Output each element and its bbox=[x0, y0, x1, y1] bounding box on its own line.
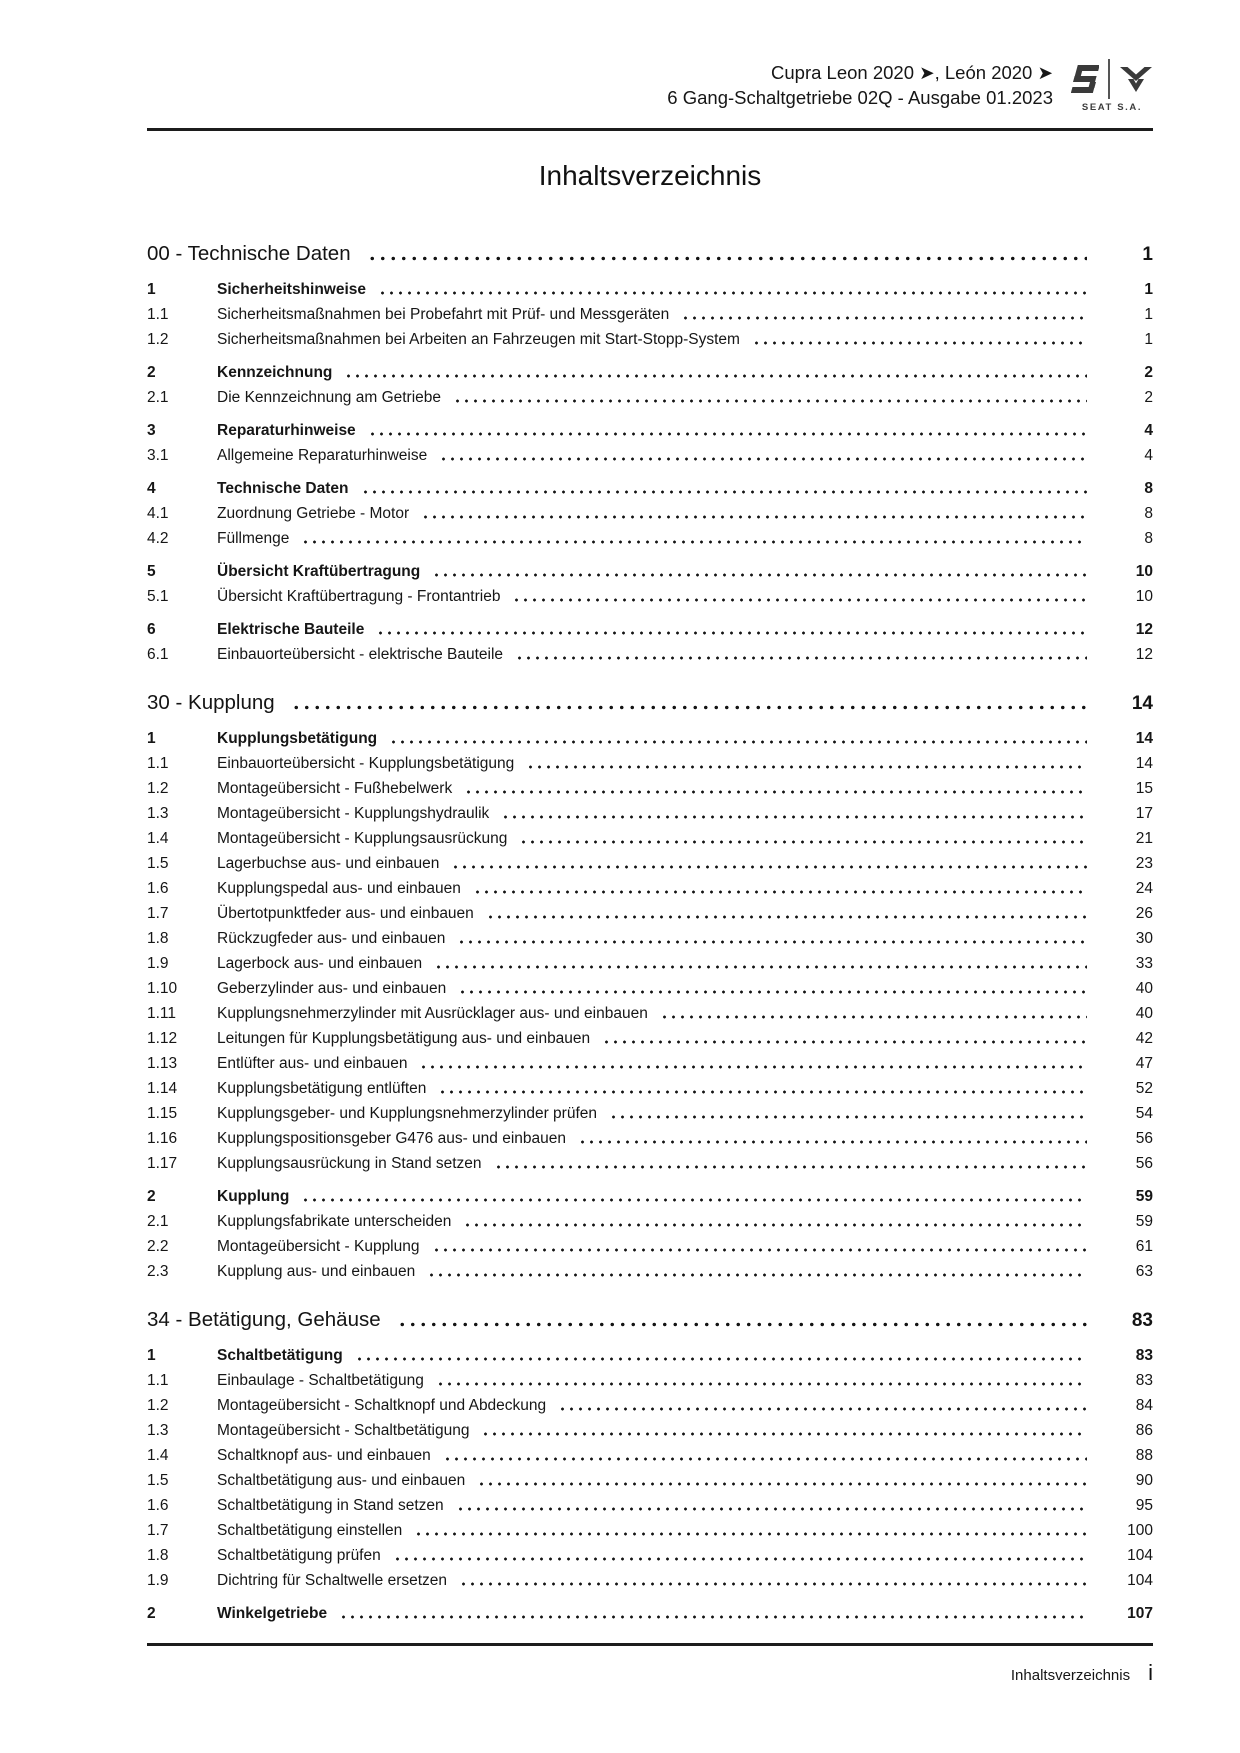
dot-leader bbox=[458, 990, 1087, 994]
entry-number: 1.4 bbox=[147, 830, 169, 847]
dot-leader bbox=[432, 573, 1087, 577]
toc-entry-row bbox=[147, 751, 1153, 776]
entry-title: Die Kennzeichnung am Getriebe bbox=[217, 389, 442, 406]
entry-number: 1.15 bbox=[147, 1105, 178, 1122]
entry-page-number: 2 bbox=[1144, 364, 1153, 381]
entry-page-number: 42 bbox=[1135, 1030, 1153, 1047]
entry-title: Schaltbetätigung aus- und einbauen bbox=[217, 1472, 466, 1489]
entry-page-number: 83 bbox=[1135, 1347, 1153, 1364]
entry-number: 1.2 bbox=[147, 780, 169, 797]
entry-number: 2 bbox=[147, 1605, 156, 1622]
entry-title: Technische Daten bbox=[217, 480, 349, 497]
entry-title: Kupplungsbetätigung bbox=[217, 730, 378, 747]
toc-entry-row bbox=[147, 851, 1153, 876]
chapter-page-number: 1 bbox=[1142, 244, 1153, 265]
toc-entry-row bbox=[147, 360, 1153, 385]
dot-leader bbox=[501, 815, 1087, 819]
dot-leader bbox=[361, 490, 1087, 494]
header-model-line: Cupra Leon 2020 ➤, León 2020 ➤ bbox=[771, 62, 1053, 83]
entry-number: 2.2 bbox=[147, 1238, 169, 1255]
entry-page-number: 2 bbox=[1144, 389, 1153, 406]
dot-leader bbox=[355, 1357, 1087, 1361]
entry-title: Übersicht Kraftübertragung - Frontantrieb bbox=[217, 588, 501, 605]
entry-number: 1.14 bbox=[147, 1080, 178, 1097]
table-of-contents bbox=[147, 240, 1153, 1626]
entry-title: Kupplung bbox=[217, 1188, 290, 1205]
entry-page-number: 52 bbox=[1135, 1080, 1153, 1097]
toc-entry-row bbox=[147, 926, 1153, 951]
entry-number: 1 bbox=[147, 1347, 156, 1364]
entry-page-number: 95 bbox=[1135, 1497, 1153, 1514]
toc-entry-row bbox=[147, 327, 1153, 352]
entry-title: Lagerbock aus- und einbauen bbox=[217, 955, 423, 972]
entry-number: 1.16 bbox=[147, 1130, 178, 1147]
entry-title: Kupplungspositionsgeber G476 aus- und einbauen bbox=[217, 1130, 567, 1147]
entry-number: 2 bbox=[147, 1188, 156, 1205]
entry-title: Rückzugfeder aus- und einbauen bbox=[217, 930, 446, 947]
entry-page-number: 84 bbox=[1135, 1397, 1153, 1414]
dot-leader bbox=[368, 432, 1087, 436]
page-footer bbox=[147, 1643, 1153, 1686]
toc-entry-row bbox=[147, 1393, 1153, 1418]
entry-title: Montageübersicht - Fußhebelwerk bbox=[217, 780, 453, 797]
entry-page-number: 86 bbox=[1135, 1422, 1153, 1439]
dot-leader bbox=[451, 865, 1087, 869]
entry-number: 1.5 bbox=[147, 1472, 169, 1489]
entry-number: 1.9 bbox=[147, 1572, 169, 1589]
toc-entry-row bbox=[147, 526, 1153, 551]
toc-entry-row bbox=[147, 501, 1153, 526]
page-title: Inhaltsverzeichnis bbox=[538, 160, 762, 191]
toc-entry-row bbox=[147, 1468, 1153, 1493]
entry-title: Füllmenge bbox=[217, 530, 290, 547]
dot-leader bbox=[438, 1090, 1087, 1094]
entry-number: 6 bbox=[147, 621, 156, 638]
toc-entry-row bbox=[147, 951, 1153, 976]
chapter-label: 34 - Betätigung, Gehäuse bbox=[147, 1308, 381, 1331]
entry-title: Kupplungsausrückung in Stand setzen bbox=[217, 1155, 482, 1172]
dot-leader bbox=[339, 1615, 1087, 1619]
entry-number: 1 bbox=[147, 730, 156, 747]
logo-divider bbox=[1108, 59, 1110, 99]
entry-page-number: 83 bbox=[1135, 1372, 1153, 1389]
dot-leader bbox=[681, 316, 1087, 320]
dot-leader bbox=[427, 1273, 1087, 1277]
entry-title: Kennzeichnung bbox=[217, 364, 333, 381]
dot-leader bbox=[419, 1065, 1087, 1069]
entry-title: Dichtring für Schaltwelle ersetzen bbox=[217, 1572, 448, 1589]
entry-page-number: 63 bbox=[1135, 1263, 1153, 1280]
toc-entry-row bbox=[147, 826, 1153, 851]
entry-page-number: 40 bbox=[1135, 1005, 1153, 1022]
entry-number: 1.7 bbox=[147, 905, 169, 922]
entry-title: Übersicht Kraftübertragung bbox=[217, 563, 421, 580]
dot-leader bbox=[393, 1557, 1087, 1561]
toc-chapter-row bbox=[147, 1306, 1153, 1335]
dot-leader bbox=[436, 1382, 1087, 1386]
dot-leader bbox=[453, 399, 1087, 403]
dot-leader bbox=[291, 705, 1087, 710]
dot-leader bbox=[481, 1432, 1087, 1436]
toc-entry-row bbox=[147, 901, 1153, 926]
entry-number: 1.6 bbox=[147, 1497, 169, 1514]
entry-title: Sicherheitshinweise bbox=[217, 281, 367, 298]
entry-title: Geberzylinder aus- und einbauen bbox=[217, 980, 447, 997]
chapter-page-number: 83 bbox=[1131, 1310, 1153, 1331]
entry-title: Kupplungspedal aus- und einbauen bbox=[217, 880, 461, 897]
dot-leader bbox=[397, 1322, 1087, 1327]
entry-page-number: 24 bbox=[1135, 880, 1153, 897]
dot-leader bbox=[301, 1198, 1087, 1202]
toc-entry-row bbox=[147, 385, 1153, 410]
entry-title: Kupplungsgeber- und Kupplungsnehmerzylinder prüfen bbox=[217, 1105, 598, 1122]
entry-page-number: 61 bbox=[1135, 1238, 1153, 1255]
toc-entry-row bbox=[147, 1568, 1153, 1593]
footer-label: Inhaltsverzeichnis bbox=[1010, 1667, 1131, 1684]
toc-entry-row bbox=[147, 642, 1153, 667]
entry-page-number: 4 bbox=[1144, 422, 1153, 439]
dot-leader bbox=[464, 790, 1087, 794]
entry-title: Montageübersicht - Schaltknopf und Abdeckung bbox=[217, 1397, 547, 1414]
chapter-page-number: 14 bbox=[1131, 693, 1153, 714]
entry-number: 1.7 bbox=[147, 1522, 169, 1539]
toc-entry-row bbox=[147, 801, 1153, 826]
dot-leader bbox=[376, 631, 1087, 635]
entry-number: 4.1 bbox=[147, 505, 169, 522]
toc-entry-row bbox=[147, 1259, 1153, 1284]
entry-page-number: 17 bbox=[1135, 805, 1153, 822]
dot-leader bbox=[457, 940, 1087, 944]
toc-entry-row bbox=[147, 876, 1153, 901]
entry-page-number: 23 bbox=[1135, 855, 1153, 872]
toc-entry-row bbox=[147, 726, 1153, 751]
entry-title: Sicherheitsmaßnahmen bei Probefahrt mit Prüf- und Messgeräten bbox=[217, 306, 670, 323]
entry-number: 1.3 bbox=[147, 1422, 169, 1439]
toc-entry-row bbox=[147, 1518, 1153, 1543]
entry-page-number: 10 bbox=[1135, 563, 1153, 580]
dot-leader bbox=[367, 256, 1087, 261]
brand-block bbox=[1071, 60, 1153, 113]
entry-number: 4 bbox=[147, 480, 156, 497]
entry-page-number: 14 bbox=[1135, 755, 1153, 772]
entry-number: 1.3 bbox=[147, 805, 169, 822]
entry-page-number: 88 bbox=[1135, 1447, 1153, 1464]
entry-title: Kupplungsbetätigung entlüften bbox=[217, 1080, 427, 1097]
dot-leader bbox=[578, 1140, 1087, 1144]
entry-page-number: 12 bbox=[1135, 621, 1153, 638]
entry-number: 1.8 bbox=[147, 930, 169, 947]
entry-title: Kupplungsfabrikate unterscheiden bbox=[217, 1213, 452, 1230]
entry-title: Winkelgetriebe bbox=[217, 1605, 328, 1622]
entry-title: Kupplung aus- und einbauen bbox=[217, 1263, 416, 1280]
entry-number: 5 bbox=[147, 563, 156, 580]
toc-entry-row bbox=[147, 277, 1153, 302]
dot-leader bbox=[515, 656, 1087, 660]
chapter-label: 30 - Kupplung bbox=[147, 691, 275, 714]
entry-title: Montageübersicht - Kupplungshydraulik bbox=[217, 805, 490, 822]
entry-title: Reparaturhinweise bbox=[217, 422, 356, 439]
entry-page-number: 59 bbox=[1135, 1213, 1153, 1230]
toc-entry-row bbox=[147, 1101, 1153, 1126]
entry-page-number: 8 bbox=[1144, 480, 1153, 497]
entry-page-number: 8 bbox=[1144, 505, 1153, 522]
dot-leader bbox=[414, 1532, 1087, 1536]
entry-title: Lagerbuchse aus- und einbauen bbox=[217, 855, 440, 872]
toc-chapter-row bbox=[147, 689, 1153, 718]
toc-entry-row bbox=[147, 1443, 1153, 1468]
dot-leader bbox=[602, 1040, 1087, 1044]
toc-entry-row bbox=[147, 559, 1153, 584]
dot-leader bbox=[443, 1457, 1087, 1461]
entry-title: Elektrische Bauteile bbox=[217, 621, 365, 638]
dot-leader bbox=[421, 515, 1087, 519]
entry-number: 1.1 bbox=[147, 755, 169, 772]
entry-title: Einbaulage - Schaltbetätigung bbox=[217, 1372, 424, 1389]
toc-entry-row bbox=[147, 1126, 1153, 1151]
entry-number: 1.13 bbox=[147, 1055, 178, 1072]
entry-number: 1.6 bbox=[147, 880, 169, 897]
entry-page-number: 104 bbox=[1127, 1572, 1153, 1589]
entry-number: 3.1 bbox=[147, 447, 169, 464]
dot-leader bbox=[459, 1582, 1087, 1586]
toc-entry-row bbox=[147, 418, 1153, 443]
dot-leader bbox=[434, 965, 1087, 969]
entry-page-number: 26 bbox=[1135, 905, 1153, 922]
entry-title: Montageübersicht - Kupplung bbox=[217, 1238, 420, 1255]
toc-entry-row bbox=[147, 1184, 1153, 1209]
dot-leader bbox=[456, 1507, 1087, 1511]
entry-title: Montageübersicht - Schaltbetätigung bbox=[217, 1422, 470, 1439]
toc-entry-row bbox=[147, 617, 1153, 642]
toc-entry-row bbox=[147, 1001, 1153, 1026]
header-rule bbox=[147, 128, 1153, 131]
dot-leader bbox=[463, 1223, 1087, 1227]
header-text bbox=[667, 60, 1053, 110]
toc-entry-row bbox=[147, 1368, 1153, 1393]
entry-title: Zuordnung Getriebe - Motor bbox=[217, 505, 410, 522]
seat-logo-icon bbox=[1071, 63, 1099, 95]
entry-number: 3 bbox=[147, 422, 156, 439]
entry-title: Schaltbetätigung in Stand setzen bbox=[217, 1497, 444, 1514]
entry-page-number: 15 bbox=[1135, 780, 1153, 797]
toc-entry-row bbox=[147, 1493, 1153, 1518]
entry-number: 1.8 bbox=[147, 1547, 169, 1564]
entry-number: 1.10 bbox=[147, 980, 178, 997]
toc-entry-row bbox=[147, 1601, 1153, 1626]
entry-number: 1.12 bbox=[147, 1030, 178, 1047]
dot-leader bbox=[486, 915, 1087, 919]
entry-page-number: 100 bbox=[1127, 1522, 1153, 1539]
entry-page-number: 47 bbox=[1135, 1055, 1153, 1072]
toc-entry-row bbox=[147, 1543, 1153, 1568]
entry-title: Einbauorteübersicht - Kupplungsbetätigung bbox=[217, 755, 515, 772]
entry-page-number: 21 bbox=[1135, 830, 1153, 847]
entry-number: 1.1 bbox=[147, 306, 169, 323]
entry-page-number: 30 bbox=[1135, 930, 1153, 947]
entry-number: 5.1 bbox=[147, 588, 169, 605]
dot-leader bbox=[609, 1115, 1087, 1119]
entry-title: Entlüfter aus- und einbauen bbox=[217, 1055, 408, 1072]
entry-number: 2.3 bbox=[147, 1263, 169, 1280]
entry-page-number: 1 bbox=[1144, 306, 1153, 323]
toc-entry-row bbox=[147, 443, 1153, 468]
dot-leader bbox=[432, 1248, 1088, 1252]
entry-number: 1.2 bbox=[147, 331, 169, 348]
toc-entry-row bbox=[147, 1051, 1153, 1076]
entry-title: Schaltbetätigung prüfen bbox=[217, 1547, 381, 1564]
entry-page-number: 4 bbox=[1144, 447, 1153, 464]
entry-page-number: 54 bbox=[1135, 1105, 1153, 1122]
page-header bbox=[147, 60, 1153, 113]
entry-page-number: 8 bbox=[1144, 530, 1153, 547]
entry-number: 1.11 bbox=[147, 1005, 177, 1022]
toc-entry-row bbox=[147, 1209, 1153, 1234]
toc-entry-row bbox=[147, 476, 1153, 501]
toc-entry-row bbox=[147, 1026, 1153, 1051]
entry-title: Schaltbetätigung einstellen bbox=[217, 1522, 403, 1539]
chapter-label: 00 - Technische Daten bbox=[147, 242, 351, 265]
toc-entry-row bbox=[147, 976, 1153, 1001]
entry-page-number: 14 bbox=[1135, 730, 1153, 747]
entry-page-number: 59 bbox=[1135, 1188, 1153, 1205]
header-edition-line: 6 Gang-Schaltgetriebe 02Q - Ausgabe 01.2023 bbox=[667, 87, 1053, 108]
dot-leader bbox=[389, 740, 1087, 744]
entry-title: Kupplungsnehmerzylinder mit Ausrücklager aus- und einbauen bbox=[217, 1005, 648, 1022]
entry-title: Übertotpunktfeder aus- und einbauen bbox=[217, 905, 474, 922]
entry-page-number: 56 bbox=[1135, 1130, 1153, 1147]
entry-number: 6.1 bbox=[147, 646, 169, 663]
toc-entry-row bbox=[147, 302, 1153, 327]
toc-entry-row bbox=[147, 1076, 1153, 1101]
dot-leader bbox=[519, 840, 1087, 844]
entry-page-number: 1 bbox=[1144, 331, 1153, 348]
entry-title: Schaltknopf aus- und einbauen bbox=[217, 1447, 431, 1464]
entry-number: 2.1 bbox=[147, 389, 169, 406]
dot-leader bbox=[473, 890, 1087, 894]
entry-number: 1.1 bbox=[147, 1372, 169, 1389]
entry-number: 2 bbox=[147, 364, 156, 381]
entry-number: 1.9 bbox=[147, 955, 169, 972]
cupra-logo-icon bbox=[1119, 63, 1153, 95]
entry-title: Allgemeine Reparaturhinweise bbox=[217, 447, 428, 464]
dot-leader bbox=[494, 1165, 1087, 1169]
dot-leader bbox=[660, 1015, 1087, 1019]
toc-entry-row bbox=[147, 584, 1153, 609]
toc-entry-row bbox=[147, 1418, 1153, 1443]
entry-title: Leitungen für Kupplungsbetätigung aus- und einbauen bbox=[217, 1030, 591, 1047]
entry-page-number: 12 bbox=[1135, 646, 1153, 663]
entry-number: 1.2 bbox=[147, 1397, 169, 1414]
entry-title: Sicherheitsmaßnahmen bei Arbeiten an Fahrzeugen mit Start-Stopp-System bbox=[217, 331, 740, 348]
entry-number: 2.1 bbox=[147, 1213, 169, 1230]
toc-entry-row bbox=[147, 1343, 1153, 1368]
entry-title: Schaltbetätigung bbox=[217, 1347, 343, 1364]
footer-page-number: i bbox=[1148, 1660, 1153, 1685]
dot-leader bbox=[512, 598, 1087, 602]
brand-name: SEAT S.A. bbox=[1081, 102, 1143, 113]
toc-entry-row bbox=[147, 1151, 1153, 1176]
dot-leader bbox=[558, 1407, 1087, 1411]
toc-entry-row bbox=[147, 1234, 1153, 1259]
dot-leader bbox=[752, 341, 1087, 345]
entry-page-number: 40 bbox=[1135, 980, 1153, 997]
entry-page-number: 10 bbox=[1135, 588, 1153, 605]
dot-leader bbox=[344, 374, 1087, 378]
entry-number: 1.5 bbox=[147, 855, 169, 872]
entry-page-number: 33 bbox=[1135, 955, 1153, 972]
entry-title: Einbauorteübersicht - elektrische Bauteile bbox=[217, 646, 504, 663]
entry-title: Montageübersicht - Kupplungsausrückung bbox=[217, 830, 508, 847]
entry-page-number: 104 bbox=[1127, 1547, 1153, 1564]
entry-number: 4.2 bbox=[147, 530, 169, 547]
entry-page-number: 90 bbox=[1135, 1472, 1153, 1489]
toc-entry-row bbox=[147, 776, 1153, 801]
entry-number: 1 bbox=[147, 281, 156, 298]
dot-leader bbox=[378, 291, 1087, 295]
entry-page-number: 1 bbox=[1144, 281, 1153, 298]
entry-number: 1.4 bbox=[147, 1447, 169, 1464]
dot-leader bbox=[439, 457, 1087, 461]
entry-page-number: 107 bbox=[1127, 1605, 1153, 1622]
entry-page-number: 56 bbox=[1135, 1155, 1153, 1172]
dot-leader bbox=[301, 540, 1087, 544]
dot-leader bbox=[477, 1482, 1087, 1486]
logo-row bbox=[1071, 60, 1153, 98]
dot-leader bbox=[526, 765, 1087, 769]
entry-number: 1.17 bbox=[147, 1155, 178, 1172]
toc-chapter-row bbox=[147, 240, 1153, 269]
